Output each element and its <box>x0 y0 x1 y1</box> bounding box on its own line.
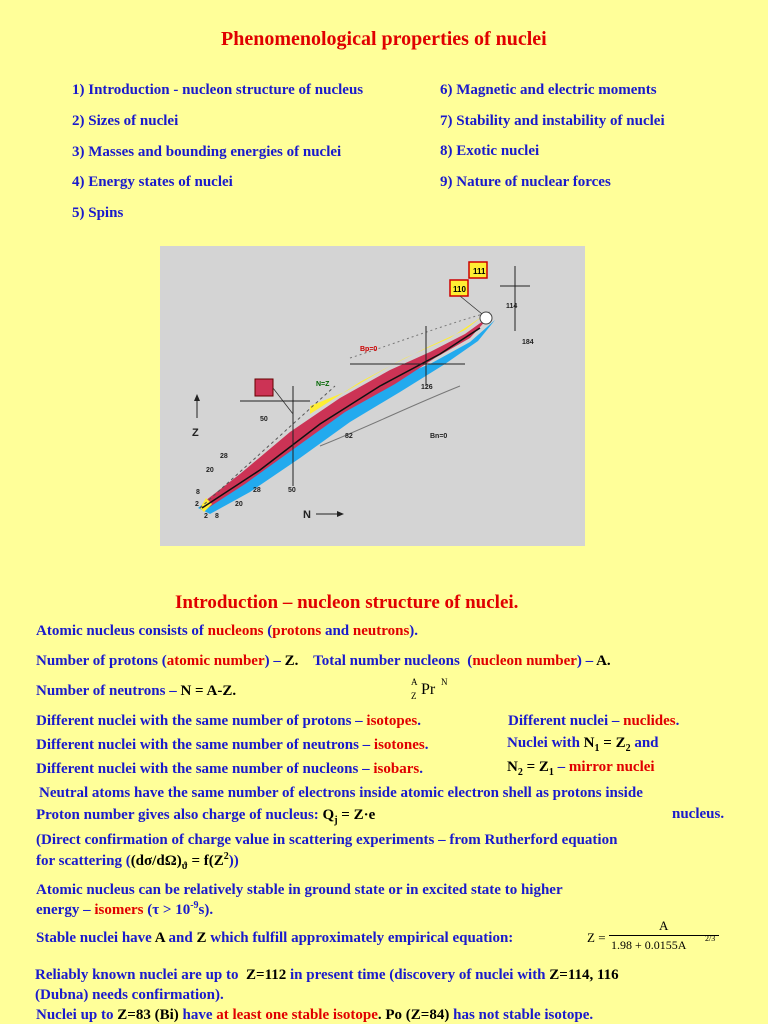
label-bp: Bp=0 <box>360 346 378 353</box>
text-line-isobars: Different nuclei with the same number of nucleons – isobars. <box>36 761 423 777</box>
text-line-scattering: for scattering $((d\sigma/d\Omega)_ϑ = f(Z^2))$ <box>36 851 239 872</box>
box-126 <box>255 379 273 396</box>
toc-item-1: 1) Introduction - nucleon structure of nucleus <box>72 82 364 98</box>
text-line-isotones: Different nuclei with the same number of neutrons – isotones. <box>36 737 429 753</box>
axis-n-label: N <box>303 509 311 521</box>
axis-z-label: Z <box>192 427 199 439</box>
text-line-stable-isotope: Nuclei up to Z=83 (Bi) have at least one stable isotope. Po (Z=84) has not stable isotope. <box>36 1007 594 1023</box>
label-2-z: 2 <box>195 501 199 508</box>
label-28-n: 28 <box>253 487 261 494</box>
text-line-isotopes: Different nuclei with the same number of protons – isotopes. <box>36 713 421 729</box>
toc-item-4: 4) Energy states of nuclei <box>72 174 233 190</box>
toc-item-3: 3) Masses and bounding energies of nuclei <box>72 144 342 160</box>
label-8-n: 8 <box>215 513 219 520</box>
label-126: 126 <box>421 384 433 391</box>
text-line-known-nuclei: Reliably known nuclei are up to Z=112 in present time (discovery of nuclei with Z=114, 116 <box>35 967 619 983</box>
toc-item-9: 9) Nature of nuclear forces <box>440 174 611 190</box>
section-title: Introduction – nucleon structure of nuclei. <box>175 592 519 613</box>
page-title: Phenomenological properties of nuclei <box>221 28 547 50</box>
text-line-stable-state: Atomic nucleus can be relatively stable in ground state or in excited state to higher <box>36 882 563 898</box>
svg-text:110: 110 <box>453 285 466 294</box>
text-line-mirror-1: Nuclei with $N_1 = Z_2$ and <box>507 735 659 754</box>
toc-item-7: 7) Stability and instability of nuclei <box>440 113 665 129</box>
text-line-nucleus: nucleus. <box>672 806 725 822</box>
text-line-dubna: (Dubna) needs confirmation). <box>35 987 224 1003</box>
label-8-z: 8 <box>196 489 200 496</box>
toc-item-6: 6) Magnetic and electric moments <box>440 82 657 98</box>
label-184: 184 <box>522 339 534 346</box>
label-nz: N=Z <box>316 381 330 388</box>
toc-item-5: 5) Spins <box>72 205 124 221</box>
text-line-isomers: energy – isomers $(\tau > 10^{-9}s)$. <box>36 900 214 918</box>
text-line-neutrons: Number of neutrons – N = A-Z. <box>36 683 237 699</box>
text-line-rutherford: (Direct confirmation of charge value in scattering experiments – from Rutherford equation <box>36 832 618 848</box>
nuclide-chart-figure <box>160 246 585 546</box>
toc-item-8: 8) Exotic nuclei <box>440 143 540 159</box>
text-line-empirical: Stable nuclei have A and Z which fulfill approximately empirical equation: <box>36 930 514 946</box>
text-line-numbers: Number of protons (atomic number) – Z. Total number nucleons (nucleon number) – A. <box>36 653 611 669</box>
label-bn: Bn=0 <box>430 433 448 440</box>
label-82: 82 <box>345 433 353 440</box>
label-2-n: 2 <box>204 513 208 520</box>
svg-text:111: 111 <box>473 267 486 276</box>
text-line-neutral-atoms: Neutral atoms have the same number of electrons inside atomic electron shell as protons inside <box>39 785 643 801</box>
text-line-charge: Proton number gives also charge of nucleus: $Q_j = Z\cdot e$ <box>36 807 376 826</box>
label-50-z: 50 <box>260 416 268 423</box>
label-114: 114 <box>506 303 518 310</box>
label-20-z: 20 <box>206 467 214 474</box>
label-28-z: 28 <box>220 453 228 460</box>
text-line-mirror-2: $N_2 = Z_1$ – mirror nuclei <box>507 759 655 778</box>
empirical-equation: Z = A 1.98 + 0.0155A 2/3 <box>587 918 727 958</box>
toc-item-2: 2) Sizes of nuclei <box>72 113 179 129</box>
text-line-nucleons: Atomic nucleus consists of nucleons (protons and neutrons). <box>36 623 419 639</box>
label-20-n: 20 <box>235 501 243 508</box>
label-50-n: 50 <box>288 487 296 494</box>
text-line-nuclides: Different nuclei – nuclides. <box>508 713 680 729</box>
